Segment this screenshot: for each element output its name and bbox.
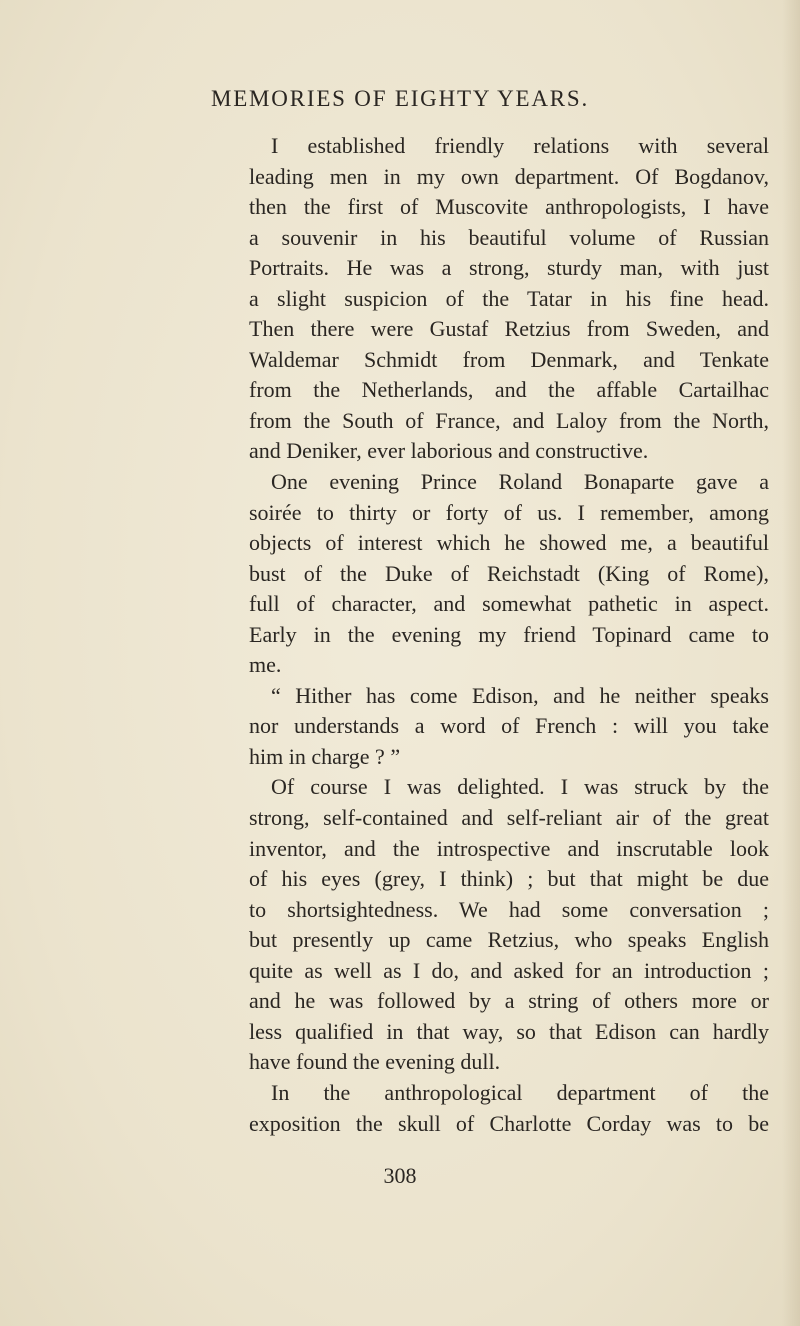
text-line: One evening Prince Roland Bonaparte gave a xyxy=(271,469,769,495)
text-line: a slight suspicion of the Tatar in his fine head. xyxy=(249,285,769,311)
text-line: leading men in my own department. Of Bogdanov, xyxy=(249,163,769,189)
text-line: strong, self-contained and self-reliant air of the great xyxy=(249,805,769,831)
text-line: objects of interest which he showed me, a beautiful xyxy=(249,530,769,556)
text-line: nor understands a word of French : will you take xyxy=(249,713,769,739)
text-line: bust of the Duke of Reichstadt (King of Rome), xyxy=(249,560,769,586)
text-line: a souvenir in his beautiful volume of Russian xyxy=(249,224,769,250)
text-line: Of course I was delighted. I was struck by the xyxy=(271,774,769,800)
text-line: soirée to thirty or forty of us. I remember, among xyxy=(249,499,769,525)
text-line: “ Hither has come Edison, and he neither speaks xyxy=(271,682,769,708)
text-line: I established friendly relations with several xyxy=(271,133,769,158)
text-line: less qualified in that way, so that Edison can hardly xyxy=(249,1018,769,1044)
text-line: inventor, and the introspective and inscrutable look xyxy=(249,835,769,861)
text-line: from the Netherlands, and the affable Cartailhac xyxy=(249,377,769,403)
text-line: him in charge ? ” xyxy=(249,743,401,769)
text-line: then the first of Muscovite anthropologists, I have xyxy=(249,194,769,220)
text-line: exposition the skull of Charlotte Corday was to be xyxy=(249,1110,769,1136)
text-line: to shortsightedness. We had some conversation ; xyxy=(249,896,769,922)
text-line: In the anthropological department of the xyxy=(271,1079,769,1105)
text-line: Waldemar Schmidt from Denmark, and Tenkate xyxy=(249,346,769,372)
text-line: and Deniker, ever laborious and constructive. xyxy=(249,438,649,464)
text-line: have found the evening dull. xyxy=(249,1049,501,1075)
text-line: me. xyxy=(249,652,282,678)
text-line: Early in the evening my friend Topinard came to xyxy=(249,621,769,647)
text-line: Portraits. He was a strong, sturdy man, with just xyxy=(249,255,769,281)
page-edge-shadow xyxy=(782,0,800,1326)
text-line: but presently up came Retzius, who speaks English xyxy=(249,927,769,953)
text-line: quite as well as I do, and asked for an introduction ; xyxy=(249,957,769,983)
body-text xyxy=(249,131,769,1139)
running-head: MEMORIES OF EIGHTY YEARS. xyxy=(210,86,590,111)
text-line: Then there were Gustaf Retzius from Sweden, and xyxy=(249,316,769,342)
text-line: full of character, and somewhat pathetic in aspect. xyxy=(249,591,769,617)
text-line: of his eyes (grey, I think) ; but that might be due xyxy=(249,866,769,892)
text-line: and he was followed by a string of others more or xyxy=(249,988,769,1014)
page-number: 308 xyxy=(383,1163,417,1188)
text-line: from the South of France, and Laloy from the North, xyxy=(249,407,769,433)
